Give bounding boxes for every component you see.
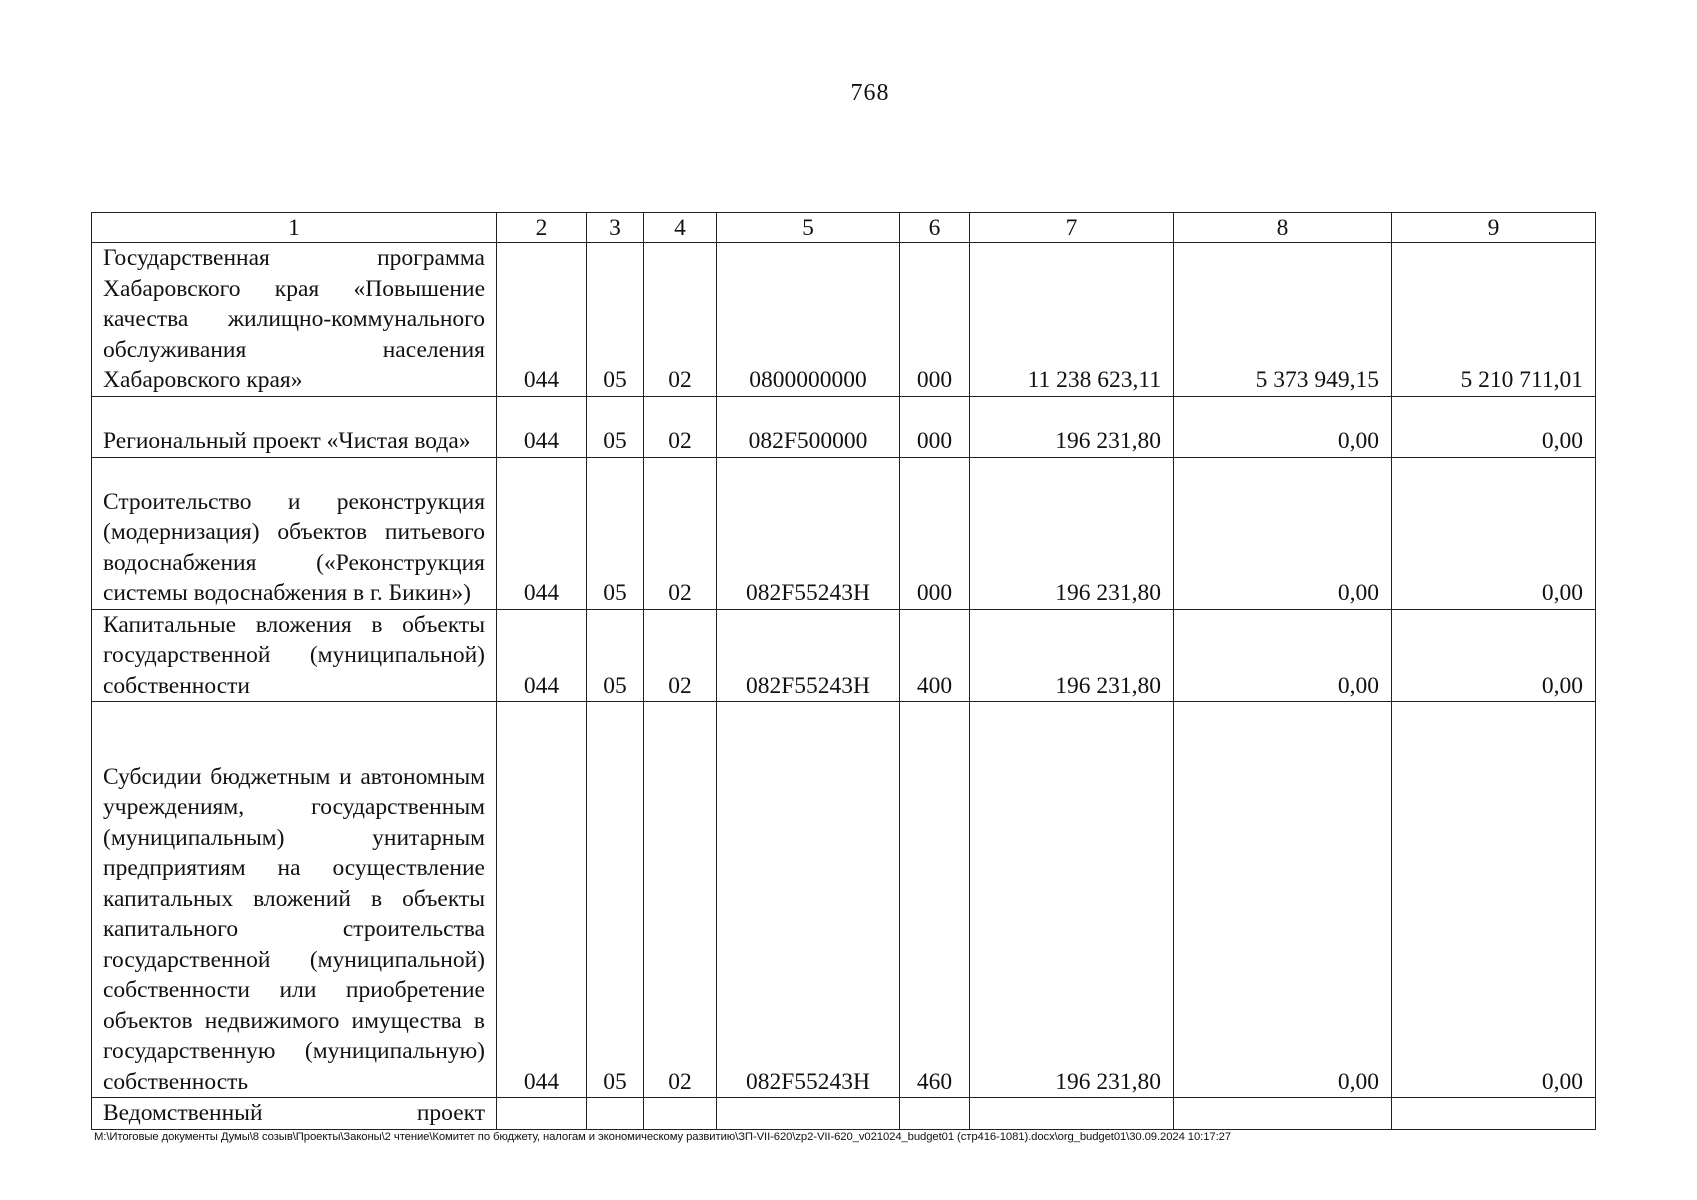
row-cell-7: 196 231,80 bbox=[970, 702, 1174, 1098]
row-cell-5: 0800000000 bbox=[717, 243, 900, 397]
header-cell: 5 bbox=[717, 213, 900, 243]
row-cell-9: 0,00 bbox=[1392, 609, 1596, 702]
row-cell-5: 082F500000 bbox=[717, 396, 900, 457]
row-cell-6: 000 bbox=[900, 457, 970, 609]
row-cell-4: 02 bbox=[644, 396, 717, 457]
row-cell-6: 460 bbox=[900, 702, 970, 1098]
row-cell-9: 0,00 bbox=[1392, 702, 1596, 1098]
row-cell-6: 000 bbox=[900, 396, 970, 457]
row-cell-5: 082F55243Н bbox=[717, 702, 900, 1098]
row-cell-9: 0,00 bbox=[1392, 457, 1596, 609]
row-cell-4 bbox=[644, 1098, 717, 1130]
row-name-cell: Капитальные вложения в объекты государственной (муниципальной) собственности bbox=[92, 609, 497, 702]
header-cell: 1 bbox=[92, 213, 497, 243]
table-row bbox=[92, 609, 1596, 702]
row-name-cell: Государственная программа Хабаровского края «Повышение качества жилищно-коммунального обслуживания населения Хабаровского края» bbox=[92, 243, 497, 397]
table-header-row bbox=[92, 213, 1596, 243]
header-cell: 4 bbox=[644, 213, 717, 243]
row-cell-3: 05 bbox=[587, 243, 644, 397]
table-row bbox=[92, 243, 1596, 397]
row-cell-9 bbox=[1392, 1098, 1596, 1130]
row-cell-2: 044 bbox=[497, 609, 587, 702]
header-cell: 9 bbox=[1392, 213, 1596, 243]
document-file-path: M:\Итоговые документы Думы\8 созыв\Проекты\Законы\2 чтение\Комитет по бюджету, налогам и экономическому развитию\ЗП-VII-620\zp2-VII-620_v021024_budget01 (стр416-1081).docx\org_budget01\30.09.2024 10:17:27 bbox=[94, 1131, 1231, 1143]
row-cell-2: 044 bbox=[497, 243, 587, 397]
row-cell-7: 196 231,80 bbox=[970, 457, 1174, 609]
row-cell-3: 05 bbox=[587, 457, 644, 609]
row-cell-2 bbox=[497, 1098, 587, 1130]
row-cell-4: 02 bbox=[644, 702, 717, 1098]
row-cell-5: 082F55243Н bbox=[717, 609, 900, 702]
row-cell-3: 05 bbox=[587, 609, 644, 702]
row-cell-6: 400 bbox=[900, 609, 970, 702]
row-cell-4: 02 bbox=[644, 457, 717, 609]
row-cell-5 bbox=[717, 1098, 900, 1130]
row-cell-8: 5 373 949,15 bbox=[1174, 243, 1392, 397]
row-cell-4: 02 bbox=[644, 609, 717, 702]
row-cell-7: 11 238 623,11 bbox=[970, 243, 1174, 397]
row-name-cell: Строительство и реконструкция (модернизация) объектов питьевого водоснабжения («Реконструкция системы водоснабжения в г. Бикин») bbox=[92, 457, 497, 609]
row-cell-2: 044 bbox=[497, 702, 587, 1098]
row-cell-4: 02 bbox=[644, 243, 717, 397]
budget-table bbox=[91, 212, 1596, 1130]
header-cell: 7 bbox=[970, 213, 1174, 243]
row-cell-3 bbox=[587, 1098, 644, 1130]
row-cell-8 bbox=[1174, 1098, 1392, 1130]
row-cell-6: 000 bbox=[900, 243, 970, 397]
row-cell-3: 05 bbox=[587, 396, 644, 457]
row-cell-8: 0,00 bbox=[1174, 457, 1392, 609]
row-cell-8: 0,00 bbox=[1174, 702, 1392, 1098]
row-cell-2: 044 bbox=[497, 396, 587, 457]
header-cell: 8 bbox=[1174, 213, 1392, 243]
row-cell-7: 196 231,80 bbox=[970, 396, 1174, 457]
row-cell-3: 05 bbox=[587, 702, 644, 1098]
row-name-cell: Субсидии бюджетным и автономным учреждениям, государственным (муниципальным) унитарным предприятиям на осуществление капитальных вложений в объекты капитального строительства государственной (муниципальной) собственности или приобретение объектов недвижимого имущества в государственную (муниципальную) собственность bbox=[92, 702, 497, 1098]
header-cell: 6 bbox=[900, 213, 970, 243]
page-number: 768 bbox=[850, 80, 890, 106]
row-cell-2: 044 bbox=[497, 457, 587, 609]
row-cell-9: 5 210 711,01 bbox=[1392, 243, 1596, 397]
row-name-cell: Региональный проект «Чистая вода» bbox=[92, 396, 497, 457]
header-cell: 3 bbox=[587, 213, 644, 243]
table-row bbox=[92, 457, 1596, 609]
row-cell-8: 0,00 bbox=[1174, 396, 1392, 457]
row-cell-7: 196 231,80 bbox=[970, 609, 1174, 702]
row-cell-7 bbox=[970, 1098, 1174, 1130]
row-name-cell: Ведомственный проект bbox=[92, 1098, 497, 1130]
row-cell-5: 082F55243Н bbox=[717, 457, 900, 609]
row-cell-8: 0,00 bbox=[1174, 609, 1392, 702]
header-cell: 2 bbox=[497, 213, 587, 243]
table-row bbox=[92, 1098, 1596, 1130]
table-row bbox=[92, 396, 1596, 457]
row-cell-6 bbox=[900, 1098, 970, 1130]
row-cell-9: 0,00 bbox=[1392, 396, 1596, 457]
table-row bbox=[92, 702, 1596, 1098]
